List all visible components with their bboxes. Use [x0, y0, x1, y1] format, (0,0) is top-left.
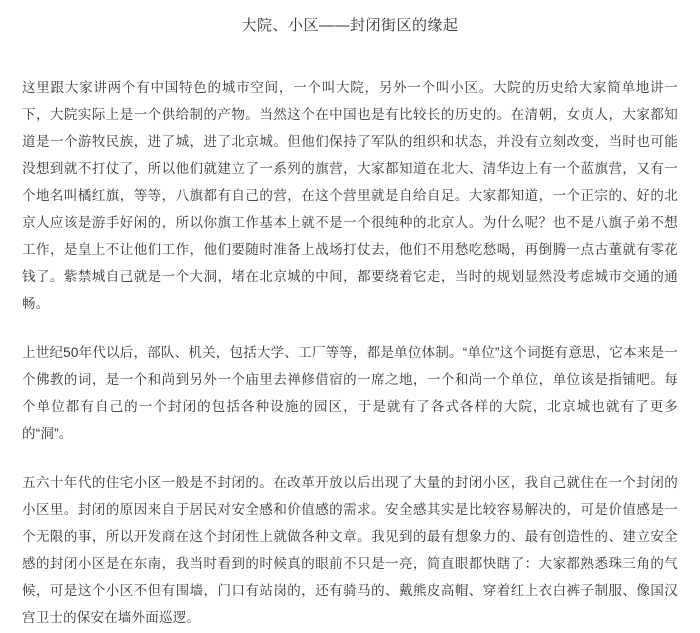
page-title: 大院、小区——封闭街区的缘起 — [241, 17, 459, 34]
article-body — [0, 74, 700, 631]
paragraph: 上世纪50年代以后，部队、机关，包括大学、工厂等等，都是单位体制。“单位”这个词挺有意思，它本来是一个佛教的词，是一个和尚到另外一个庙里去禅修借宿的一席之地，一个和尚一个单位，单位该是指铺吧。每个单位都有自己的一个封闭的包括各种设施的园区，于是就有了各式各样的大院，北京城也就有了更多的“洞”。 — [22, 345, 678, 441]
paragraph: 这里跟大家讲两个有中国特色的城市空间，一个叫大院，另外一个叫小区。大院的历史给大家简单地讲一下，大院实际上是一个供给制的产物。当然这个在中国也是有比较长的历史的。在清朝，女贞人，大家都知道是一个游牧民族，进了城，进了北京城。但他们保持了军队的组织和状态，并没有立刻改变，当时也可能没想到就不打仗了，所以他们就建立了一系列的旗营，大家都知道在北大、清华边上有一个蓝旗营，又有一个地名叫橘红旗，等等，八旗都有自己的营，在这个营里就是自给自足。大家都知道，一个正宗的、好的北京人应该是游手好闲的，所以你旗工作基本上就不是一个很纯种的北京人。为什么呢？也不是八旗子弟不想工作，是皇上不让他们工作，他们要随时准备上战场打仗去，他们不用愁吃愁喝，再倒腾一点古董就有零花钱了。紫禁城自己就是一个大洞，堵在北京城的中间，都要绕着它走，当时的规划显然没考虑城市交通的通畅。 — [22, 80, 678, 311]
paragraph: 五六十年代的住宅小区一般是不封闭的。在改革开放以后出现了大量的封闭小区，我自己就住在一个封闭的小区里。封闭的原因来自于居民对安全感和价值感的需求。安全感其实是比较容易解决的，可是价值感是一个无限的事，所以开发商在这个封闭性上就做各种文章。我见到的最有想象力的、最有创造性的、建立安全感的封闭小区是在东南，我当时看到的时候真的眼前不只是一亮，简直眼都快瞎了：大家都熟悉珠三角的气候，可是这个小区不但有围墙，门口有站岗的，还有骑马的、戴熊皮高帽、穿着红上衣白裤子制服、像国汉宫卫士的保安在墙外面巡逻。 — [22, 475, 678, 625]
